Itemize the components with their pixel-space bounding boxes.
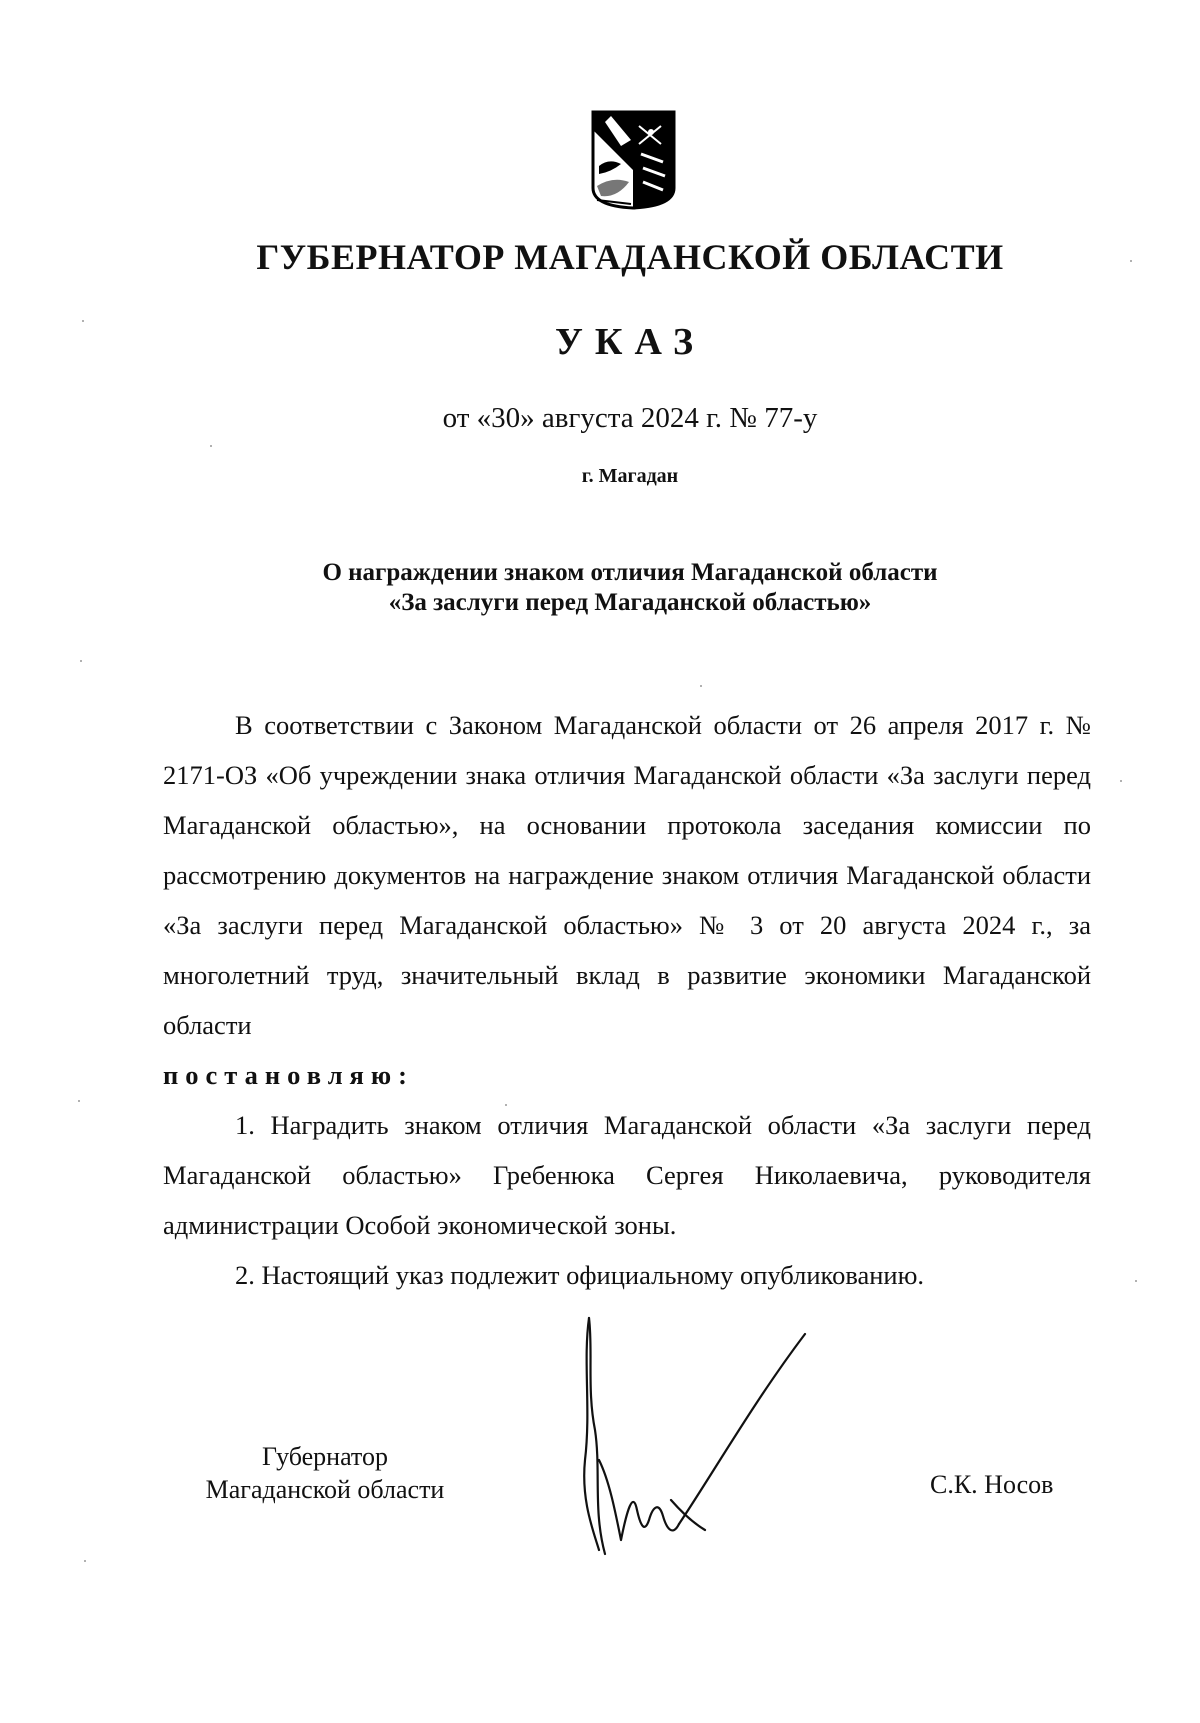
subject-line-2: «За заслуги перед Магаданской областью»: [388, 589, 872, 616]
signatory-name: С.К. Носов: [930, 1470, 1054, 1499]
document-city: г. Магадан: [581, 465, 679, 487]
decree-word: постановляю:: [163, 1060, 414, 1090]
item-1-paragraph: 1. Наградить знаком отличия Магаданской области «За заслуги перед Магаданской областью» Гребенюка Сергея Николаевича, руководителя администрации Особой экономической зоны.: [163, 1110, 1091, 1240]
issuer-title: ГУБЕРНАТОР МАГАДАНСКОЙ ОБЛАСТИ: [256, 237, 1004, 277]
coat-of-arms-icon: [591, 110, 676, 210]
document-subject: [0, 558, 1200, 618]
item-2-paragraph: 2. Настоящий указ подлежит официальному опубликованию.: [235, 1260, 925, 1290]
document-date-number: от «30» августа 2024 г. № 77-у: [442, 402, 818, 434]
subject-line-1: О награждении знаком отличия Магаданской области: [322, 559, 938, 586]
signatory-position-line-1: Губернатор: [262, 1442, 388, 1471]
document-body: [163, 700, 1091, 1300]
preamble-paragraph: В соответствии с Законом Магаданской области от 26 апреля 2017 г. № 2171-ОЗ «Об учреждении знака отличия Магаданской области «За заслуги перед Магаданской областью», на основании протокола заседания комиссии по рассмотрению документов на награждение знаком отличия Магаданской области «За заслуги перед Магаданской областью» № 3 от 20 августа 2024 г., за многолетний труд, значительный вклад в развитие экономики Магаданской области: [163, 710, 1091, 1040]
handwritten-signature: [575, 1310, 815, 1560]
signatory-position-line-2: Магаданской области: [205, 1475, 445, 1504]
signatory-position: [175, 1440, 475, 1506]
document-type: УКАЗ: [555, 321, 705, 363]
